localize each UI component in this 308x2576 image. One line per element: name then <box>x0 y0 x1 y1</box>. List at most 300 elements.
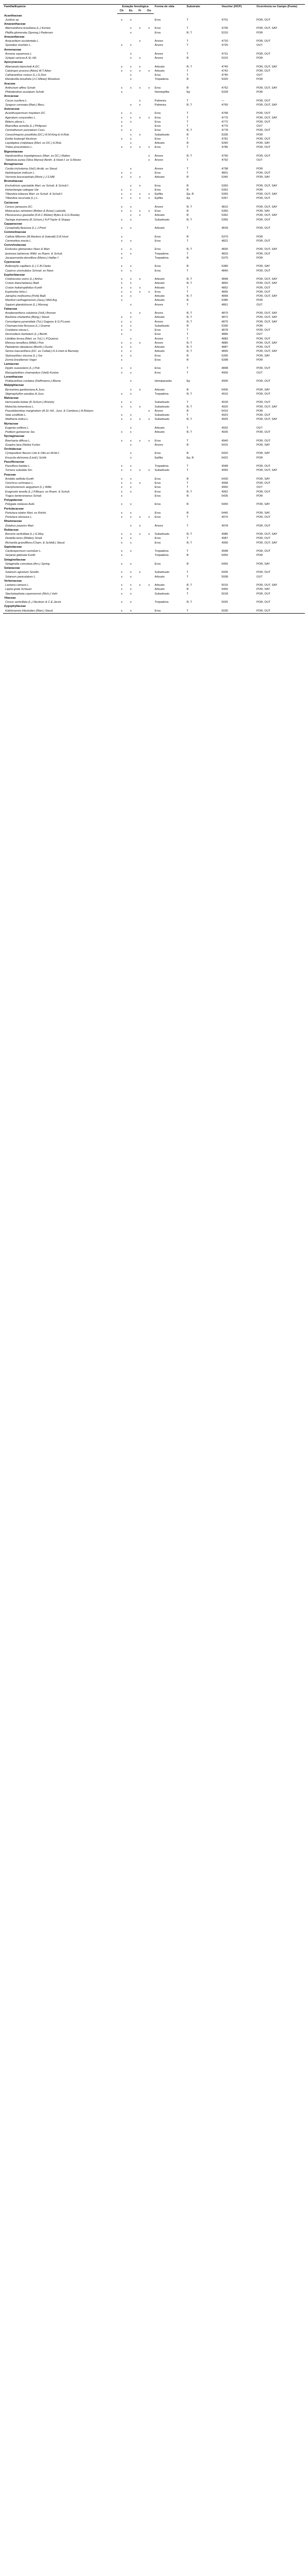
season-ch-cell: x <box>121 125 123 128</box>
occurrence-cell: POR <box>256 409 263 413</box>
season-ou-cell <box>144 481 154 485</box>
occurrence-cell: POR, OUT, SAY <box>256 184 278 188</box>
species-name: Libidibia ferrea (Mart. ex Tul.) L.P.Queiroz <box>5 337 59 341</box>
substrate-cell: R, T <box>186 490 192 494</box>
occurrence-cell: POR, OUT <box>256 146 271 149</box>
season-fr-cell: x <box>139 176 141 179</box>
species-row <box>3 562 305 566</box>
life-form-cell: Erva <box>154 329 161 332</box>
season-fr-cell <box>135 354 144 358</box>
life-form-cell: Árvore <box>154 443 164 447</box>
species-row <box>3 69 305 73</box>
season-ch-cell: x <box>121 290 123 294</box>
season-ou-cell <box>144 426 154 430</box>
season-ch-cell <box>117 39 126 43</box>
life-form-cell: Palmeira <box>154 103 166 107</box>
substrate-cell: T <box>186 167 189 171</box>
substrate-cell: T <box>186 414 189 417</box>
species-row <box>3 388 305 392</box>
substrate-cell: T <box>186 401 189 404</box>
substrate-cell: T <box>186 40 189 43</box>
substrate-cell: R <box>186 324 189 328</box>
life-form-cell: Trepadeira <box>154 78 169 81</box>
voucher-cell: 4770 <box>221 116 228 120</box>
life-form-cell: Hemiparasita <box>154 380 172 383</box>
species-name: Turnera subulata Sm. <box>5 469 33 472</box>
occurrence-cell: POR <box>256 91 263 94</box>
substrate-cell: R <box>186 588 189 591</box>
season-es-cell: x <box>130 482 132 485</box>
species-name: Bulbostylis capillaris (L.) C.B.Clarke <box>5 265 51 268</box>
season-ou-cell <box>144 371 154 375</box>
season-ou-cell: x <box>148 27 150 30</box>
season-ch-cell: x <box>121 176 123 179</box>
voucher-cell: 4910 <box>221 392 228 396</box>
species-row <box>3 31 305 35</box>
substrate-cell: T <box>186 486 189 489</box>
voucher-cell: 4960 <box>221 486 228 489</box>
season-ou-cell <box>144 392 154 396</box>
season-ou-cell <box>144 103 154 107</box>
family-name: Malpighiaceae <box>4 384 24 387</box>
season-ch-cell: x <box>121 358 123 362</box>
season-ch-cell: x <box>121 490 123 494</box>
substrate-cell: R <box>186 358 189 362</box>
season-ou-cell <box>144 405 154 409</box>
voucher-cell: 5025 <box>221 601 228 604</box>
season-fr-cell <box>135 128 144 132</box>
occurrence-cell: POR, OUT <box>256 218 271 222</box>
season-ch-cell <box>117 73 126 77</box>
occurrence-cell: POR, OUT <box>256 414 271 417</box>
season-es-cell: x <box>130 252 132 256</box>
season-fr-cell <box>135 337 144 341</box>
species-row <box>3 439 305 443</box>
season-ou-cell <box>144 320 154 324</box>
season-fr-cell <box>135 252 144 256</box>
occurrence-cell: POR, OUT <box>256 337 271 341</box>
substrate-cell: R <box>186 511 189 515</box>
species-row <box>3 417 305 421</box>
season-fr-cell <box>135 52 144 56</box>
season-ch-cell <box>117 379 126 383</box>
season-ou-cell <box>144 358 154 362</box>
life-form-cell: Erva <box>154 290 161 294</box>
season-fr-cell <box>135 409 144 413</box>
family-name: Rhamnaceae <box>4 520 22 523</box>
season-ou-cell <box>144 549 154 553</box>
substrate-cell: R, T <box>186 218 192 222</box>
season-es-cell: x <box>130 371 132 375</box>
season-es-cell: x <box>130 205 132 209</box>
season-es-cell: x <box>130 524 132 528</box>
season-fr-cell <box>135 120 144 124</box>
substrate-cell: R, T <box>186 346 192 349</box>
species-row <box>3 541 305 545</box>
species-row <box>3 345 305 349</box>
species-row <box>3 175 305 179</box>
species-row <box>3 124 305 128</box>
species-row <box>3 456 305 460</box>
occurrence-cell: OUT <box>256 371 263 375</box>
voucher-cell: 4940 <box>221 439 228 443</box>
header-season-es: Es <box>126 9 136 13</box>
species-row <box>3 315 305 319</box>
occurrence-cell: POR, OUT <box>256 392 271 396</box>
season-es-cell <box>126 409 136 413</box>
occurrence-cell: POR, SAY <box>256 562 270 566</box>
season-ch-cell <box>117 141 126 145</box>
occurrence-cell: POR, OUT, SAY <box>256 295 278 298</box>
season-es-cell: x <box>130 52 132 56</box>
voucher-cell: 5385 <box>221 299 228 302</box>
family-row <box>3 383 305 387</box>
season-es-cell: x <box>130 197 132 200</box>
season-es-cell: x <box>130 439 132 443</box>
voucher-cell: 5015 <box>221 584 228 587</box>
life-form-cell: Árvore <box>154 341 164 345</box>
life-form-cell: Erva <box>154 439 161 443</box>
species-name: Mimosa tenuiflora (Willd.) Poir. <box>5 341 44 345</box>
season-ou-cell <box>144 218 154 222</box>
substrate-cell: R <box>186 142 189 145</box>
family-row <box>3 604 305 608</box>
season-es-cell <box>126 158 136 162</box>
substrate-cell: T <box>186 537 189 540</box>
life-form-cell: Erva <box>154 490 161 494</box>
season-es-cell: x <box>130 112 132 115</box>
season-ch-cell: x <box>121 350 123 353</box>
life-form-cell: Árvore <box>154 44 164 47</box>
season-ch-cell <box>117 451 126 455</box>
season-fr-cell: x <box>139 65 141 69</box>
season-ou-cell <box>144 464 154 468</box>
occurrence-cell: POR, OUT <box>256 571 271 574</box>
season-fr-cell <box>135 562 144 566</box>
species-row <box>3 56 305 60</box>
family-row <box>3 222 305 226</box>
occurrence-cell: POR, OUT <box>256 99 271 103</box>
species-row <box>3 141 305 145</box>
substrate-cell: R, T <box>186 205 192 209</box>
occurrence-cell: POR, SAY <box>256 443 270 447</box>
season-fr-cell <box>135 426 144 430</box>
season-ch-cell: x <box>121 601 123 604</box>
life-form-cell: Arbusto <box>154 69 165 73</box>
species-row <box>3 481 305 485</box>
life-form-cell: Epífita <box>154 193 163 196</box>
season-ch-cell <box>117 52 126 56</box>
season-es-cell <box>126 154 136 158</box>
family-name: Vitaceae <box>4 596 16 600</box>
life-form-cell: Erva <box>154 146 161 149</box>
voucher-cell: 5420 <box>221 452 228 455</box>
season-ch-cell: x <box>121 137 123 141</box>
season-ou-cell: x <box>148 409 150 413</box>
species-row <box>3 218 305 222</box>
family-name: Asteraceae <box>4 108 20 111</box>
species-name: Manihot carthagenensis (Jacq.) Müll.Arg. <box>5 299 58 302</box>
substrate-cell: R <box>186 265 189 268</box>
species-name: Selaginella convoluta (Arn.) Spring <box>5 562 50 566</box>
species-name: Cynophalla flexuosa (L.) J.Presl <box>5 227 46 230</box>
season-es-cell: x <box>130 171 132 175</box>
species-row <box>3 502 305 506</box>
season-fr-cell <box>135 154 144 158</box>
occurrence-cell: POR, SAY <box>256 210 270 213</box>
season-fr-cell: x <box>139 99 141 103</box>
season-ch-cell: x <box>121 592 123 596</box>
substrate-cell: T <box>186 74 189 77</box>
voucher-cell: 5390 <box>221 324 228 328</box>
season-ch-cell <box>117 167 126 171</box>
season-ou-cell <box>144 52 154 56</box>
species-name: Lepidaploa chalybaea (Mart. ex DC.) H.Rob. <box>5 142 62 145</box>
season-ch-cell: x <box>121 256 123 260</box>
family-row <box>3 307 305 311</box>
season-fr-cell: x <box>139 116 141 120</box>
voucher-cell: 5450 <box>221 554 228 557</box>
season-fr-cell: x <box>139 516 141 519</box>
season-es-cell: x <box>130 239 132 243</box>
substrate-cell: T <box>186 112 189 115</box>
life-form-cell: Subarbusto <box>154 401 170 404</box>
life-form-cell: Subarbusto <box>154 592 170 596</box>
family-name: Malvaceae <box>4 397 19 400</box>
occurrence-cell: POR, OUT, SAY <box>256 469 278 472</box>
species-name: Richardia grandiflora (Cham. & Schltdl.) Steud. <box>5 541 66 545</box>
season-fr-cell: x <box>139 290 141 294</box>
substrate-cell: R <box>186 256 189 260</box>
season-fr-cell <box>135 430 144 434</box>
family-row <box>3 507 305 511</box>
voucher-cell: 5328 <box>221 91 228 94</box>
life-form-cell: Árvore <box>154 524 164 528</box>
substrate-cell: R, T <box>186 341 192 345</box>
document-page <box>3 4 305 614</box>
life-form-cell: Árvore <box>154 154 164 158</box>
species-name: Aristida setifolia Kunth <box>5 477 34 481</box>
occurrence-cell: POR, OUT <box>256 137 271 141</box>
substrate-cell: R, T <box>186 278 192 281</box>
season-es-cell: x <box>130 129 132 132</box>
season-ou-cell <box>144 256 154 260</box>
season-ou-cell: x <box>148 418 150 421</box>
substrate-cell: R <box>186 86 189 90</box>
season-ou-cell: x <box>148 116 150 120</box>
season-ch-cell: x <box>121 218 123 222</box>
substrate-cell: Ep <box>186 380 190 383</box>
season-fr-cell <box>135 303 144 307</box>
season-fr-cell <box>135 158 144 162</box>
season-es-cell: x <box>130 443 132 447</box>
occurrence-cell: OUT <box>256 44 263 47</box>
season-ch-cell: x <box>121 129 123 132</box>
life-form-cell: Arbusto <box>154 214 165 217</box>
season-fr-cell <box>135 413 144 417</box>
occurrence-cell: POR <box>256 57 263 60</box>
substrate-cell: T <box>186 116 189 120</box>
family-row <box>3 230 305 234</box>
substrate-cell: T <box>186 239 189 243</box>
occurrence-cell: POR, OUT <box>256 52 271 56</box>
species-name: Pfaffia glomerata (Spreng.) Pedersen <box>5 31 53 35</box>
season-fr-cell <box>135 592 144 596</box>
family-row <box>3 498 305 502</box>
occurrence-cell: POR, OUT, SAY <box>256 320 278 324</box>
voucher-cell: 5352 <box>221 188 228 192</box>
life-form-cell: Erva <box>154 494 161 498</box>
family-row <box>3 179 305 183</box>
voucher-cell: 4705 <box>221 27 228 30</box>
family-row <box>3 82 305 86</box>
season-es-cell: x <box>130 414 132 417</box>
season-ch-cell: x <box>121 333 123 336</box>
season-es-cell: x <box>130 392 132 396</box>
life-form-cell: Erva <box>154 371 161 375</box>
season-fr-cell <box>135 141 144 145</box>
substrate-cell: T <box>186 44 189 47</box>
season-es-cell: x <box>130 533 132 536</box>
season-es-cell: x <box>130 282 132 285</box>
species-name: Eragrostis tenella (L.) P.Beauv. ex Roem. & Schult. <box>5 490 70 494</box>
voucher-cell: 4772 <box>221 120 228 124</box>
season-ou-cell <box>144 315 154 319</box>
occurrence-cell: POR, OUT, SAY <box>256 193 278 196</box>
family-name: Amaranthaceae <box>4 23 26 26</box>
voucher-cell: 5430 <box>221 477 228 481</box>
season-es-cell: x <box>130 516 132 519</box>
season-es-cell: x <box>130 418 132 421</box>
species-name: Bauhinia cheilantha (Bong.) Steud. <box>5 316 50 319</box>
life-form-cell: Árvore <box>154 312 164 315</box>
life-form-cell: Trepadeira <box>154 554 169 557</box>
season-fr-cell <box>135 511 144 515</box>
species-row <box>3 371 305 375</box>
family-row <box>3 460 305 464</box>
species-name: Ipomoea bahiensis Willd. ex Roem. & Schult. <box>5 252 63 256</box>
season-fr-cell <box>135 494 144 498</box>
season-es-cell: x <box>130 193 132 196</box>
header-occurrence: Ocorrência no Campo (Fonte) <box>255 5 305 14</box>
occurrence-cell: POR, OUT <box>256 227 271 230</box>
season-ch-cell <box>117 31 126 35</box>
season-ou-cell <box>144 99 154 103</box>
season-ou-cell <box>144 413 154 417</box>
season-fr-cell <box>135 188 144 192</box>
species-name: Cnidoscolus urens (L.) Arthur <box>5 278 43 281</box>
substrate-cell: T <box>186 27 189 30</box>
family-row <box>3 375 305 379</box>
season-es-cell: x <box>130 312 132 315</box>
life-form-cell: Erva <box>154 265 161 268</box>
season-ou-cell <box>144 247 154 251</box>
season-ch-cell: x <box>121 584 123 587</box>
season-ou-cell <box>144 587 154 591</box>
season-es-cell: x <box>130 562 132 566</box>
substrate-cell: T <box>186 286 189 290</box>
substrate-cell: R, T <box>186 295 192 298</box>
season-ou-cell <box>144 56 154 60</box>
season-es-cell: x <box>130 341 132 345</box>
family-row <box>3 107 305 111</box>
family-row <box>3 596 305 600</box>
species-name: Stachytarpheta cayennensis (Rich.) Vahl <box>5 592 57 596</box>
season-ch-cell <box>117 213 126 217</box>
life-form-cell: Arbusto <box>154 431 165 434</box>
species-row <box>3 592 305 596</box>
species-row <box>3 600 305 604</box>
species-row <box>3 320 305 324</box>
season-es-cell: x <box>130 324 132 328</box>
substrate-cell: R, T <box>186 392 192 396</box>
species-name: Croton blanchetianus Baill. <box>5 282 40 285</box>
species-name: Melocactus zehntneri (Britton & Rose) Luetzelb. <box>5 210 67 213</box>
season-ch-cell: x <box>121 286 123 290</box>
season-es-cell: x <box>130 86 132 90</box>
occurrence-cell: POR, SAY <box>256 511 270 515</box>
species-name: Melochia tomentosa L. <box>5 405 35 409</box>
season-fr-cell <box>135 226 144 230</box>
substrate-cell: T <box>186 329 189 332</box>
family-name: Rubiaceae <box>4 528 19 532</box>
season-ou-cell: x <box>148 516 150 519</box>
voucher-cell: 4792 <box>221 159 228 162</box>
season-fr-cell: x <box>139 524 141 528</box>
season-ch-cell: x <box>121 477 123 481</box>
season-ou-cell <box>144 443 154 447</box>
voucher-cell: 4905 <box>221 380 228 383</box>
voucher-cell: 5355 <box>221 193 228 196</box>
season-ou-cell <box>144 485 154 489</box>
voucher-cell: 4855 <box>221 290 228 294</box>
life-form-cell: Arbusto <box>154 278 165 281</box>
species-name: Cereus jamacaru DC. <box>5 205 33 209</box>
season-ou-cell <box>144 536 154 540</box>
season-es-cell: x <box>130 380 132 383</box>
voucher-cell: 4833 <box>221 252 228 256</box>
occurrence-cell: POR, OUT, SAY <box>256 533 278 536</box>
season-ch-cell: x <box>121 354 123 358</box>
season-fr-cell <box>135 167 144 171</box>
life-form-cell: Subarbusto <box>154 414 170 417</box>
season-es-cell: x <box>130 116 132 120</box>
season-fr-cell <box>135 587 144 591</box>
season-ch-cell: x <box>121 188 123 192</box>
substrate-cell: T <box>186 227 189 230</box>
season-ch-cell <box>117 524 126 528</box>
substrate-cell: R <box>186 443 189 447</box>
season-ch-cell: x <box>121 405 123 409</box>
family-row <box>3 434 305 438</box>
species-row <box>3 324 305 328</box>
life-form-cell: Erva <box>154 333 161 336</box>
season-es-cell: x <box>130 184 132 188</box>
season-fr-cell <box>135 502 144 506</box>
species-row <box>3 247 305 251</box>
life-form-cell: Trepadeira <box>154 392 169 396</box>
season-es-cell: x <box>130 329 132 332</box>
season-ou-cell <box>144 39 154 43</box>
season-es-cell <box>126 256 136 260</box>
season-fr-cell <box>135 464 144 468</box>
season-es-cell: x <box>130 65 132 69</box>
season-ch-cell: x <box>121 503 123 506</box>
species-name: Portulaca oleracea L. <box>5 516 33 519</box>
season-ch-cell <box>117 158 126 162</box>
season-es-cell: x <box>130 278 132 281</box>
season-ch-cell: x <box>121 465 123 468</box>
